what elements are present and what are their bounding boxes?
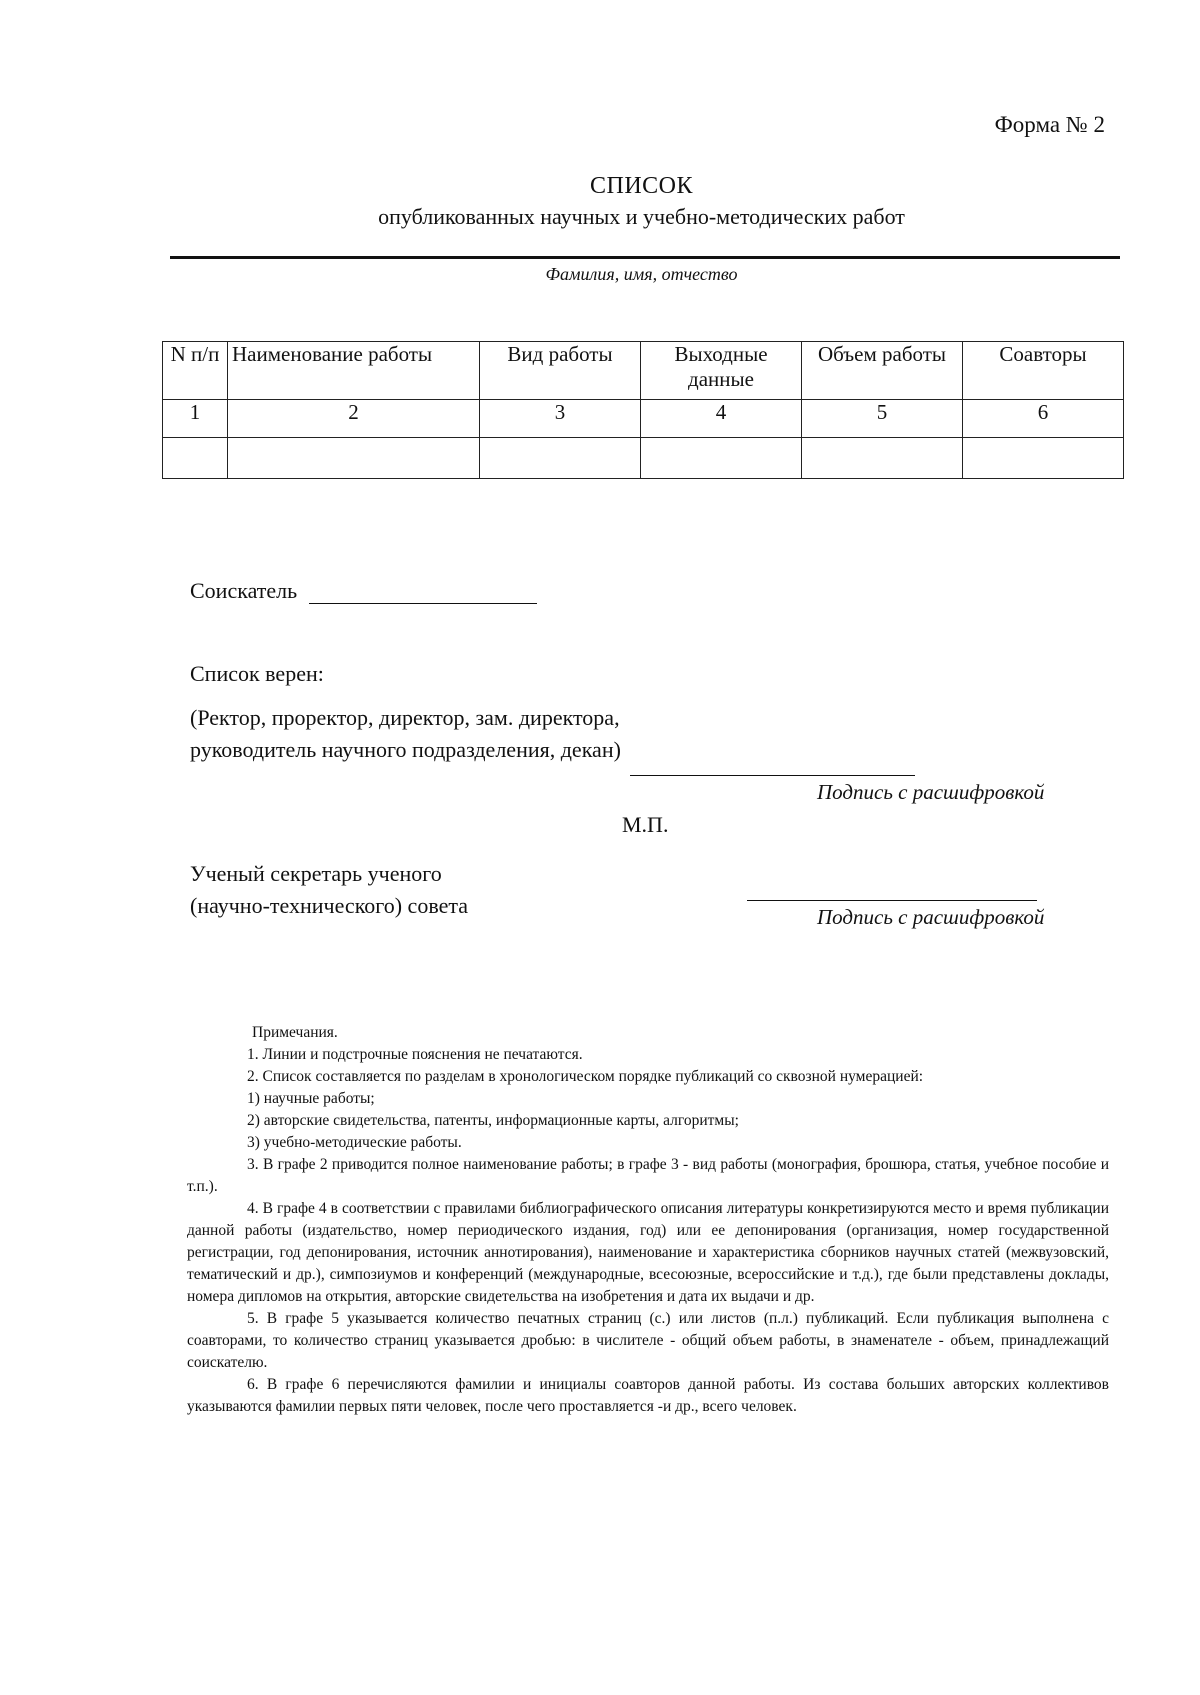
document-subtitle: опубликованных научных и учебно-методических работ <box>378 204 905 229</box>
column-number-5: 5 <box>802 400 963 438</box>
applicant-label: Соискатель <box>190 578 298 603</box>
table-row <box>163 400 1124 438</box>
form-number: Форма № 2 <box>994 112 1105 137</box>
header-publication-data: Выходные данные <box>641 342 802 400</box>
note-1: 1. Линии и подстрочные пояснения не печатаются. <box>247 1046 583 1063</box>
notes-section <box>187 1022 1109 1418</box>
positions-line-1: (Ректор, проректор, директор, зам. директора, <box>190 705 620 730</box>
works-table <box>162 341 1124 479</box>
empty-cell <box>480 438 641 479</box>
note-2-item-1: 1) научные работы; <box>247 1090 375 1107</box>
secretary-line-2: (научно-технического) совета <box>190 893 468 918</box>
positions-block <box>190 702 621 766</box>
empty-cell <box>228 438 480 479</box>
note-5: 5. В графе 5 указывается количество печатных страниц (с.) или листов (п.л.) публикаций. Если публикация выполнена с соавторами, то количество страниц указывается дробью: в числителе - общий объем работы, в знаменателе - объем, принадлежащий соискателю. <box>187 1310 1109 1371</box>
document-title: СПИСОК <box>589 173 694 199</box>
applicant-row <box>190 578 537 604</box>
column-number-4: 4 <box>641 400 802 438</box>
header-number: N п/п <box>163 342 228 400</box>
note-6: 6. В графе 6 перечисляются фамилии и инициалы соавторов данной работы. Из состава больших авторских коллективов указываются фамилии первых пяти человек, после чего проставляется -и др., всего человек. <box>187 1376 1109 1415</box>
header-type: Вид работы <box>480 342 641 400</box>
head-signature-line <box>630 775 915 776</box>
header-coauthors: Соавторы <box>963 342 1124 400</box>
signature-caption: Подпись с расшифровкой <box>817 780 1045 804</box>
signature-caption-2: Подпись с расшифровкой <box>817 905 1045 929</box>
empty-cell <box>163 438 228 479</box>
secretary-signature-line <box>747 900 1037 901</box>
column-number-2: 2 <box>228 400 480 438</box>
column-number-1: 1 <box>163 400 228 438</box>
note-3: 3. В графе 2 приводится полное наименование работы; в графе 3 - вид работы (монография, брошюра, статья, учебное пособие и т.п.). <box>187 1156 1109 1195</box>
column-number-3: 3 <box>480 400 641 438</box>
empty-cell <box>963 438 1124 479</box>
empty-cell <box>802 438 963 479</box>
applicant-signature-line <box>309 583 537 604</box>
table-row <box>163 438 1124 479</box>
secretary-line-1: Ученый секретарь ученого <box>190 861 442 886</box>
note-2: 2. Список составляется по разделам в хронологическом порядке публикаций со сквозной нумерацией: <box>247 1068 924 1085</box>
positions-line-2: руководитель научного подразделения, декан) <box>190 737 621 762</box>
notes-title: Примечания. <box>252 1024 338 1041</box>
secretary-block <box>190 858 468 922</box>
table-header-row <box>163 342 1124 400</box>
stamp-place: М.П. <box>622 812 669 837</box>
note-2-item-3: 3) учебно-методические работы. <box>247 1134 462 1151</box>
header-title: Наименование работы <box>228 342 480 400</box>
note-4: 4. В графе 4 в соответствии с правилами библиографического описания литературы конкретизируются место и время публикации данной работы (издательство, номер периодического издания, год) или ее депонирования (организация, номер государственной регистрации, год депонирования, источник аннотирования), наименование и характеристика сборников научных статей (межвузовский, тематический и др.), симпозиумов и конференций (международные, всесоюзные, всероссийские и т.д.), где были представлены доклады, номера дипломов на открытия, авторские свидетельства на изобретения и дата их выдачи и др. <box>187 1200 1109 1305</box>
column-number-6: 6 <box>963 400 1124 438</box>
header-volume: Объем работы <box>802 342 963 400</box>
name-line <box>170 256 1120 259</box>
empty-cell <box>641 438 802 479</box>
verified-label: Список верен: <box>190 661 324 686</box>
name-caption: Фамилия, имя, отчество <box>545 264 738 284</box>
note-2-item-2: 2) авторские свидетельства, патенты, информационные карты, алгоритмы; <box>247 1112 739 1129</box>
